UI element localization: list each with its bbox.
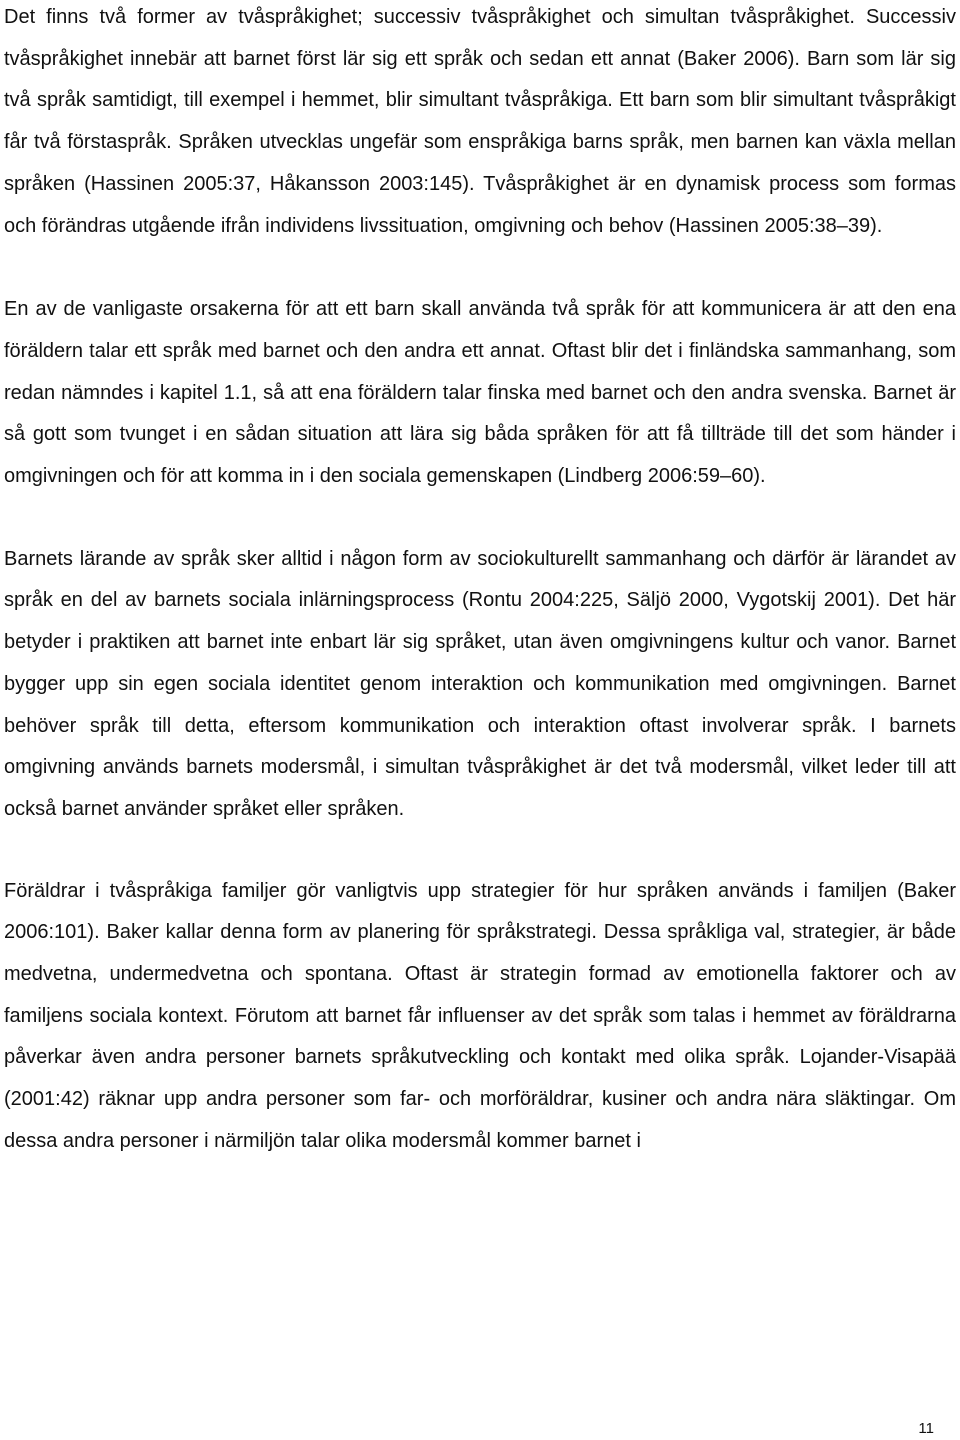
body-paragraph: Barnets lärande av språk sker alltid i någon form av sociokulturellt sammanhang och därför är lärandet av språk en del av barnets sociala inlärningsprocess (Rontu 2004:225, Säljö 2000, Vygotskij 2001). Det här betyder i praktiken att barnet inte enbart lär sig språket, utan även omgivningens kultur och vanor. Barnet bygger upp sin egen sociala identitet genom interaktion och kommunikation med omgivningen. Barnet behöver språk till detta, eftersom kommunikation och interaktion oftast involverar språk. I barnets omgivning används barnets modersmål, i simultan tvåspråkighet är det två modersmål, vilket leder till att också barnet använder språket eller språken.	[4, 547, 956, 820]
document-page	[4, 0, 956, 1163]
body-paragraph: Det finns två former av tvåspråkighet; successiv tvåspråkighet och simultan tvåspråkighet. Successiv tvåspråkighet innebär att barnet först lär sig ett språk och sedan ett annat (Baker 2006). Barn som lär sig två språk samtidigt, till exempel i hemmet, blir simultant tvåspråkiga. Ett barn som blir simultant tvåspråkigt får två förstaspråk. Språken utvecklas ungefär som enspråkiga barns språk, men barnen kan växla mellan språken (Hassinen 2005:37, Håkansson 2003:145). Tvåspråkighet är en dynamisk process som formas och förändras utgående ifrån individens livssituation, omgivning och behov (Hassinen 2005:38–39).	[4, 6, 956, 237]
page-number: 11	[918, 1420, 934, 1437]
body-paragraph: En av de vanligaste orsakerna för att ett barn skall använda två språk för att kommunicera är att den ena föräldern talar ett språk med barnet och den andra ett annat. Oftast blir det i finländska sammanhang, som redan nämndes i kapitel 1.1, så att ena föräldern talar finska med barnet och den andra svenska. Barnet är så gott som tvunget i en sådan situation att lära sig båda språken för att få tillträde till det som händer i omgivningen och för att komma in i den sociala gemenskapen (Lindberg 2006:59–60).	[4, 298, 956, 488]
body-paragraph: Föräldrar i tvåspråkiga familjer gör vanligtvis upp strategier för hur språken används i familjen (Baker 2006:101). Baker kallar denna form av planering för språkstrategi. Dessa språkliga val, strategier, är både medvetna, undermedvetna och spontana. Oftast är strategin formad av emotionella faktorer och av familjens sociala kontext. Förutom att barnet får influenser av det språk som talas i hemmet av föräldrarna påverkar även andra personer barnets språkutveckling och kontakt med olika språk. Lojander-Visapää (2001:42) räknar upp andra personer som far- och morföräldrar, kusiner och andra nära släktingar. Om dessa andra personer i närmiljön talar olika modersmål kommer barnet i	[4, 879, 956, 1152]
